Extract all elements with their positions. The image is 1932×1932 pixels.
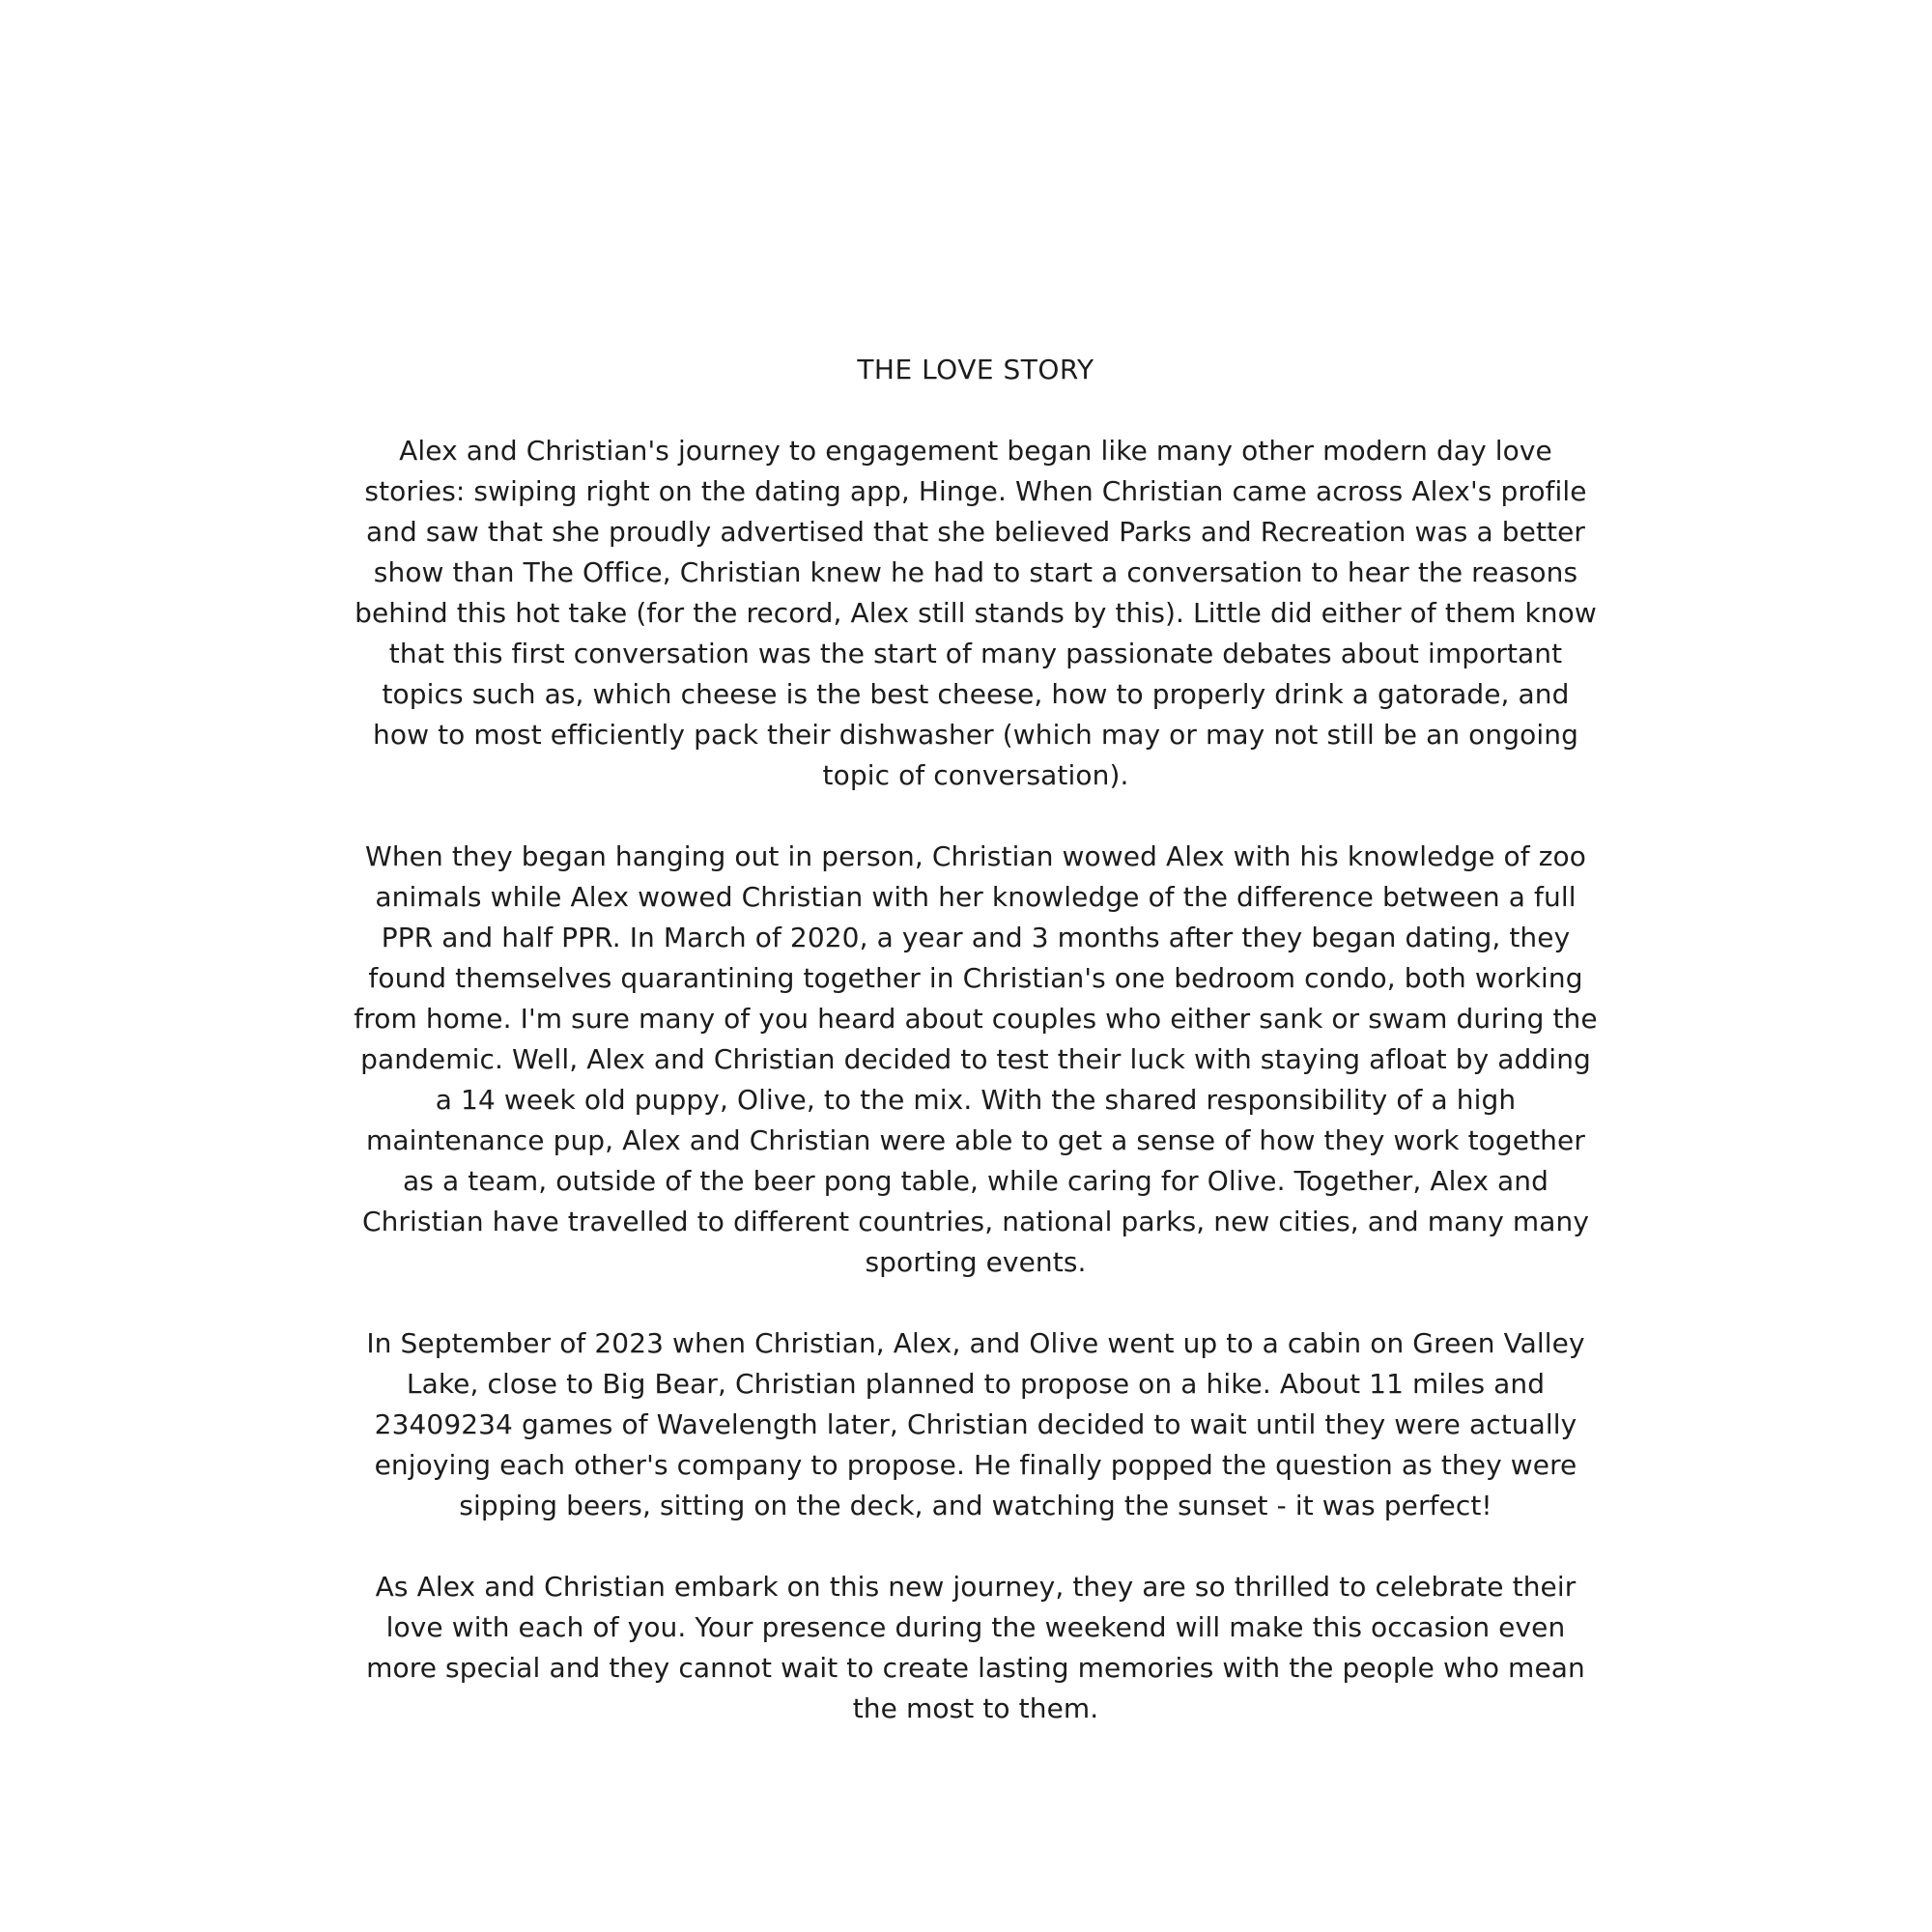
story-paragraph-4: As Alex and Christian embark on this new journey, they are so thrilled to celebrate their love with each of you. Your presence during the weekend will make this occasion even more special and they cannot wait to create lasting memories with the people who mean the most to them. — [366, 1571, 1585, 1724]
document-page — [348, 350, 1604, 1729]
story-paragraph-3: In September of 2023 when Christian, Alex, and Olive went up to a cabin on Green Valley Lake, close to Big Bear, Christian planned to propose on a hike. About 11 miles and 23409234 games of Wavelength later, Christian decided to wait until they were actually enjoying each other's company to propose. He finally popped the question as they were sipping beers, sitting on the deck, and watching the sunset - it was perfect! — [366, 1327, 1585, 1521]
story-paragraph-2: When they began hanging out in person, Christian wowed Alex with his knowledge of zoo animals while Alex wowed Christian with her knowledge of the difference between a full PPR and half PPR. In March of 2020, a year and 3 months after they began dating, they found themselves quarantining together in Christian's one bedroom condo, both working from home. I'm sure many of you heard about couples who either sank or swam during the pandemic. Well, Alex and Christian decided to test their luck with staying afloat by adding a 14 week old puppy, Olive, to the mix. With the shared responsibility of a high maintenance pup, Alex and Christian were able to get a sense of how they work together as a team, outside of the beer pong table, while caring for Olive. Together, Alex and Christian have travelled to different countries, national parks, new cities, and many many sporting events. — [354, 840, 1598, 1278]
story-paragraph-1: Alex and Christian's journey to engagement began like many other modern day love stories: swiping right on the dating app, Hinge. When Christian came across Alex's profile and saw that she proudly advertised that she believed Parks and Recreation was a better show than The Office, Christian knew he had to start a conversation to hear the reasons behind this hot take (for the record, Alex still stands by this). Little did either of them know that this first conversation was the start of many passionate debates about important topics such as, which cheese is the best cheese, how to properly drink a gatorade, and how to most efficiently pack their dishwasher (which may or may not still be an ongoing topic of conversation). — [355, 435, 1597, 791]
page-title: THE LOVE STORY — [857, 354, 1094, 385]
